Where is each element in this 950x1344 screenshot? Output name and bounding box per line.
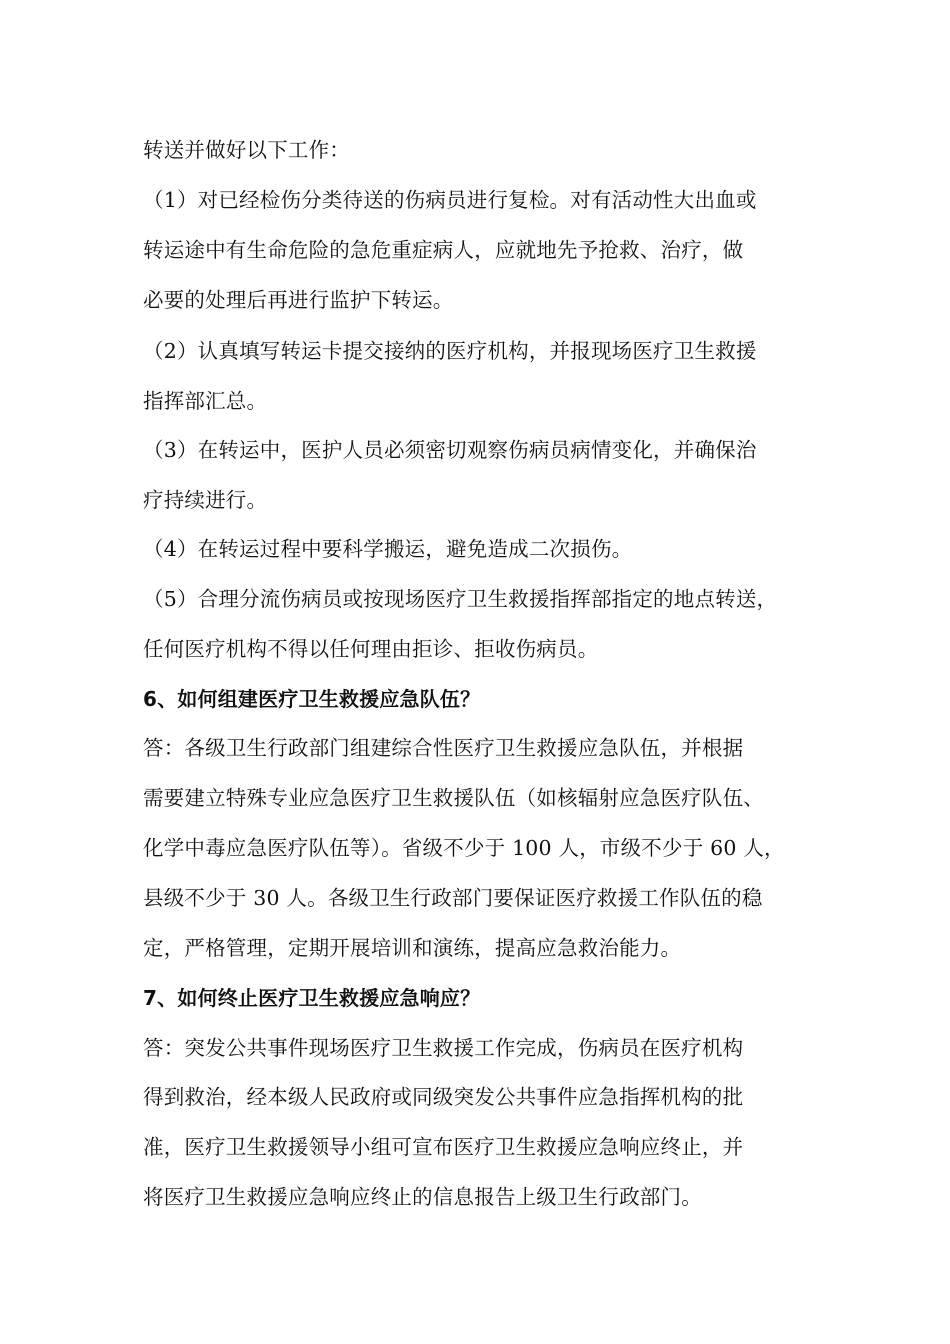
paragraph-line: （1）对已经检伤分类待送的伤病员进行复检。对有活动性大出血或 [143,188,757,212]
paragraph-line: （3）在转运中，医护人员必须密切观察伤病员病情变化，并确保治 [143,438,757,462]
paragraph-line: 指挥部汇总。 [143,389,268,413]
section-heading: 6、如何组建医疗卫生救援应急队伍？ [143,687,481,711]
paragraph-line: 转运途中有生命危险的急危重症病人，应就地先予抢救、治疗，做 [143,238,744,262]
paragraph-line: 县级不少于 30 人。各级卫生行政部门要保证医疗救援工作队伍的稳 [143,886,763,910]
paragraph-line: 得到救治，经本级人民政府或同级突发公共事件应急指挥机构的批 [143,1085,744,1109]
paragraph-line: （5）合理分流伤病员或按现场医疗卫生救援指挥部指定的地点转送， [143,587,778,611]
paragraph-line: 需要建立特殊专业应急医疗卫生救援队伍（如核辐射应急医疗队伍、 [143,786,764,810]
paragraph-line: 答：各级卫生行政部门组建综合性医疗卫生救援应急队伍，并根据 [143,736,744,760]
paragraph-line: 将医疗卫生救援应急响应终止的信息报告上级卫生行政部门。 [143,1185,702,1209]
section-heading: 7、如何终止医疗卫生救援应急响应？ [143,986,481,1010]
paragraph-line: 转送并做好以下工作： [143,138,350,162]
paragraph-line: 准，医疗卫生救援领导小组可宣布医疗卫生救援应急响应终止，并 [143,1135,744,1159]
paragraph-line: （4）在转运过程中要科学搬运，避免造成二次损伤。 [143,537,633,561]
paragraph-line: 答：突发公共事件现场医疗卫生救援工作完成，伤病员在医疗机构 [143,1036,744,1060]
paragraph-line: 化学中毒应急医疗队伍等）。省级不少于 100 人，市级不少于 60 人， [143,836,785,860]
paragraph-line: 定，严格管理，定期开展培训和演练，提高应急救治能力。 [143,936,682,960]
paragraph-line: 疗持续进行。 [143,488,268,512]
paragraph-line: （2）认真填写转运卡提交接纳的医疗机构，并报现场医疗卫生救援 [143,339,757,363]
paragraph-line: 必要的处理后再进行监护下转运。 [143,288,454,312]
paragraph-line: 任何医疗机构不得以任何理由拒诊、拒收伤病员。 [143,637,599,661]
